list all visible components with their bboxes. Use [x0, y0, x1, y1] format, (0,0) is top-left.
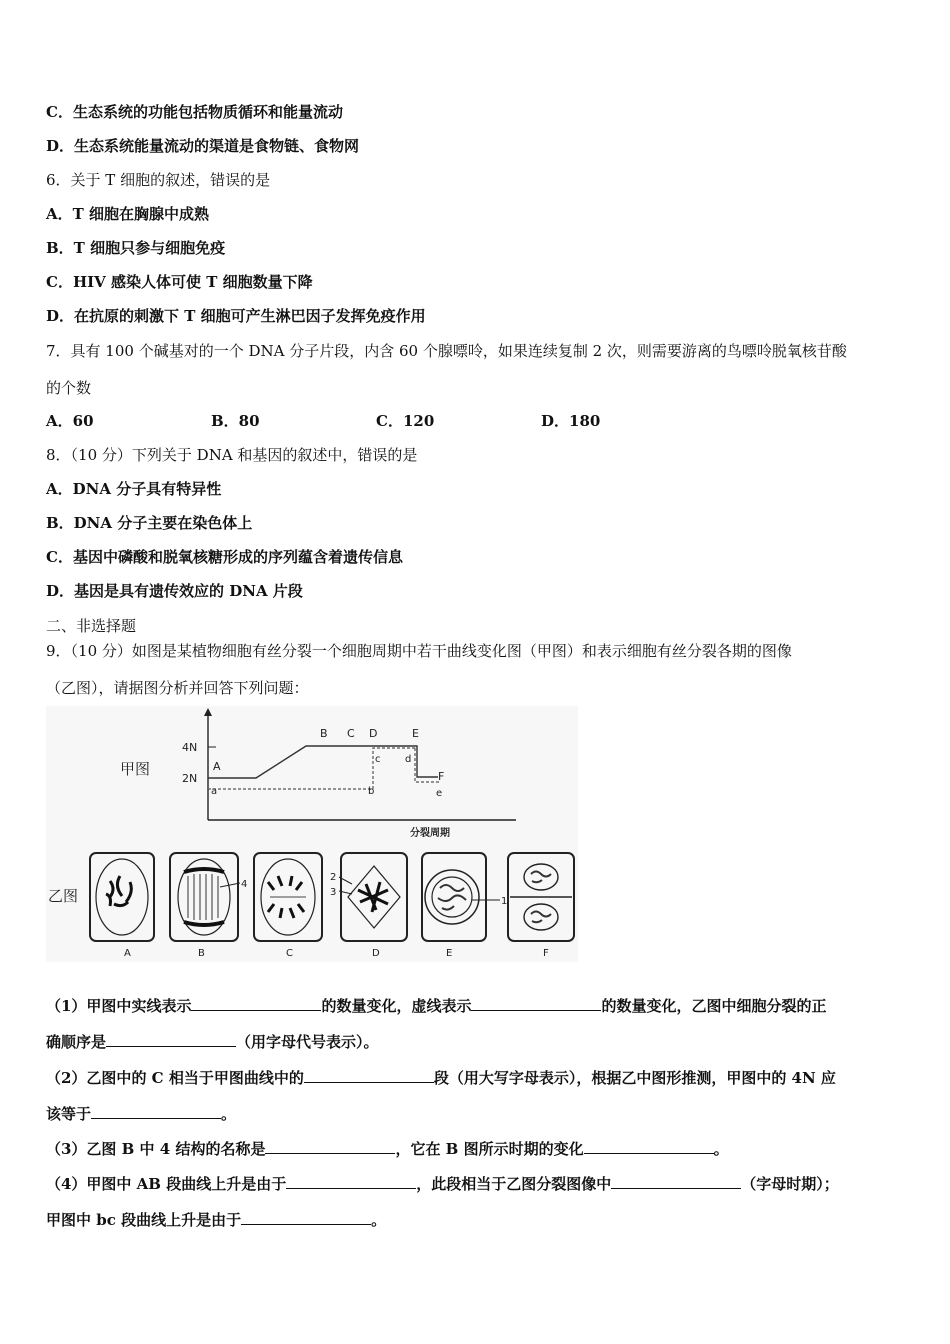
q6-option-a: A．T 细胞在胸腺中成熟: [46, 205, 210, 223]
q9-part2-line1: [46, 1068, 836, 1088]
marker-1: 1: [501, 896, 508, 907]
point-E: E: [412, 727, 419, 740]
q9-p2-text-c: 该等于: [46, 1105, 92, 1123]
q9-part4-line2: [46, 1210, 386, 1230]
point-A: A: [213, 760, 221, 773]
point-F: F: [438, 770, 445, 783]
cell-label-E: E: [446, 948, 453, 959]
q9-part3: [46, 1139, 729, 1159]
cell-label-A: A: [124, 948, 131, 959]
q9-p3-text-c: 。: [713, 1140, 729, 1158]
q9-p2-text-b: 段（用大写字母表示），根据乙中图形推测，甲图中的 4N 应: [433, 1069, 836, 1087]
q7-options: [46, 411, 706, 431]
q9-p2-text-a: （2）乙图中的 C 相当于甲图曲线中的: [46, 1069, 304, 1087]
q9-p3-blank-2[interactable]: [584, 1139, 714, 1154]
q9-p1-text-a: （1）甲图中实线表示: [46, 997, 192, 1015]
q8-option-a: A．DNA 分子具有特异性: [46, 480, 222, 498]
q7-option-d: D．180: [541, 412, 601, 430]
q9-p2-blank-2[interactable]: [91, 1104, 221, 1119]
point-b: b: [368, 786, 375, 797]
q9-p1-blank-2[interactable]: [471, 996, 601, 1011]
q8-option-b: B．DNA 分子主要在染色体上: [46, 514, 253, 532]
q6-option-d: D．在抗原的刺激下 T 细胞可产生淋巴因子发挥免疫作用: [46, 307, 426, 325]
q9-p1-text-e: （用字母代号表示）。: [236, 1033, 379, 1051]
q8-stem: 8．（10 分）下列关于 DNA 和基因的叙述中，错误的是: [46, 446, 418, 464]
q9-p4-text-a: （4）甲图中 AB 段曲线上升是由于: [46, 1175, 287, 1193]
q9-part1-line1: [46, 996, 826, 1016]
q9-p1-blank-3[interactable]: [106, 1032, 236, 1047]
q7-option-b: B．80: [211, 412, 260, 430]
cell-label-B: B: [198, 948, 205, 959]
y-tick-4n: 4N: [182, 741, 198, 754]
q9-p4-blank-1[interactable]: [286, 1174, 416, 1189]
q6-option-b: B．T 细胞只参与细胞免疫: [46, 239, 226, 257]
q9-p4-text-e: 。: [371, 1211, 387, 1229]
cell-label-D: D: [372, 948, 380, 959]
q9-p3-text-b: ，它在 B 图所示时期的变化: [395, 1140, 584, 1158]
q8-option-d: D．基因是具有遗传效应的 DNA 片段: [46, 582, 303, 600]
point-a: a: [211, 786, 218, 797]
mitosis-figure: [46, 706, 578, 962]
yi-label: 乙图: [48, 887, 79, 905]
q9-p1-blank-1[interactable]: [191, 996, 321, 1011]
point-B: B: [320, 727, 328, 740]
q9-p1-text-d: 确顺序是: [46, 1033, 107, 1051]
point-D: D: [369, 727, 378, 740]
x-axis-label: 分裂周期: [410, 828, 450, 839]
marker-4: 4: [241, 879, 248, 890]
q9-p3-blank-1[interactable]: [265, 1139, 395, 1154]
q9-part1-line2: [46, 1032, 379, 1052]
marker-2: 2: [330, 872, 337, 883]
jia-label: 甲图: [120, 760, 151, 778]
q9-p1-text-b: 的数量变化，虚线表示: [321, 997, 472, 1015]
q9-p4-text-d: 甲图中 bc 段曲线上升是由于: [46, 1211, 242, 1229]
point-e: e: [436, 788, 443, 799]
q9-p2-blank-1[interactable]: [304, 1068, 434, 1083]
q9-part4-line1: [46, 1174, 839, 1194]
q7-option-a: A．60: [46, 412, 94, 430]
cell-label-C: C: [286, 948, 293, 959]
q9-part2-line2: [46, 1104, 236, 1124]
point-c: c: [375, 754, 381, 765]
q9-p1-text-c: 的数量变化，乙图中细胞分裂的正: [601, 997, 827, 1015]
q8-option-c: C．基因中磷酸和脱氧核糖形成的序列蕴含着遗传信息: [46, 548, 403, 566]
q7-stem-line1: 7．具有 100 个碱基对的一个 DNA 分子片段，内含 60 个腺嘌呤，如果连续复制 2 次，则需要游离的鸟嘌呤脱氧核苷酸: [46, 342, 847, 360]
point-d: d: [405, 754, 412, 765]
point-C: C: [347, 727, 355, 740]
q9-p4-blank-2[interactable]: [611, 1174, 741, 1189]
q5-option-d: D．生态系统能量流动的渠道是食物链、食物网: [46, 137, 360, 155]
cell-label-F: F: [543, 948, 549, 959]
q9-p3-text-a: （3）乙图 B 中 4 结构的名称是: [46, 1140, 266, 1158]
y-tick-2n: 2N: [182, 772, 198, 785]
q9-p4-text-b: ，此段相当于乙图分裂图像中: [416, 1175, 612, 1193]
q9-p2-text-d: 。: [221, 1105, 237, 1123]
q9-p4-blank-3[interactable]: [241, 1210, 371, 1225]
q5-option-c: C．生态系统的功能包括物质循环和能量流动: [46, 103, 343, 121]
q6-stem: 6．关于 T 细胞的叙述，错误的是: [46, 171, 271, 189]
section-heading: 二、非选择题: [46, 617, 137, 635]
q7-option-c: C．120: [376, 412, 435, 430]
marker-3: 3: [330, 887, 337, 898]
q9-stem-line1: 9．（10 分）如图是某植物细胞有丝分裂一个细胞周期中若干曲线变化图（甲图）和表示细胞有丝分裂各期的图像: [46, 642, 792, 660]
q9-p4-text-c: （字母时期）；: [741, 1175, 839, 1193]
q6-option-c: C．HIV 感染人体可使 T 细胞数量下降: [46, 273, 313, 291]
q7-stem-line2: 的个数: [46, 379, 92, 397]
q9-stem-line2: （乙图），请据图分析并回答下列问题：: [46, 679, 309, 697]
